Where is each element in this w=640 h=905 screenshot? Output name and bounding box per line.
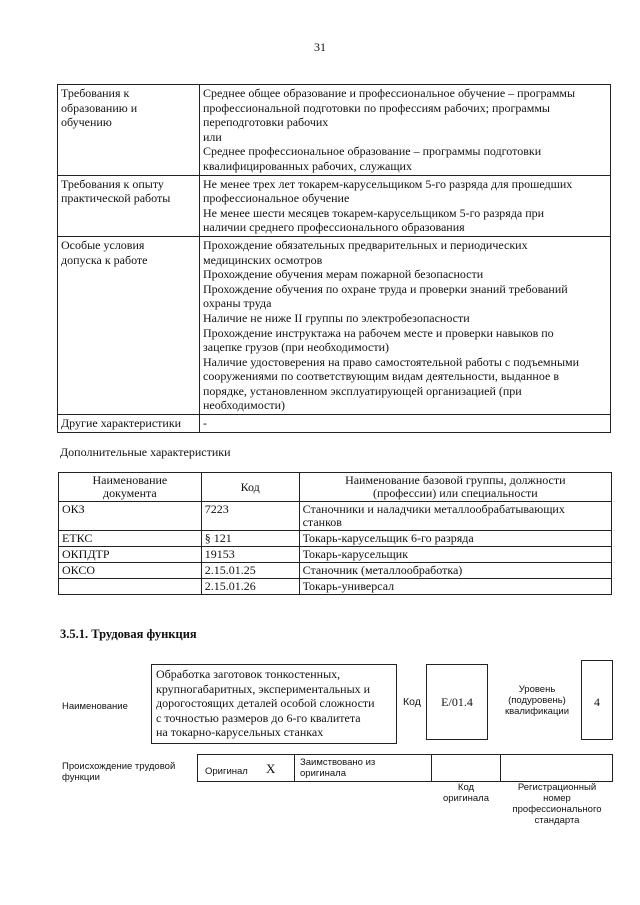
requirement-label bbox=[58, 175, 200, 236]
requirement-value-line: Прохождение инструктажа на рабочем месте и проверки навыков по bbox=[203, 325, 554, 340]
requirement-value-line: Не менее трех лет токарем-карусельщиком 5-го разряда для прошедших bbox=[203, 176, 573, 191]
requirement-label-line: образованию и bbox=[61, 100, 138, 115]
requirement-value bbox=[200, 85, 611, 176]
section-title: 3.5.1. Трудовая функция bbox=[60, 627, 197, 641]
requirement-value-line: Прохождение обязательных предварительных и периодических bbox=[203, 237, 528, 252]
requirement-label-line: Другие характеристики bbox=[61, 416, 182, 431]
table-row bbox=[59, 579, 612, 595]
document-cell: ОКПДТР bbox=[59, 547, 202, 563]
requirement-value-line: необходимости) bbox=[203, 398, 286, 413]
requirement-row bbox=[58, 85, 611, 176]
origin-divider bbox=[500, 754, 501, 781]
qualification-level-box bbox=[581, 660, 613, 740]
additional-characteristics-title: Дополнительные характеристики bbox=[60, 445, 231, 459]
code-box bbox=[426, 664, 488, 740]
requirement-value-line: охраны труда bbox=[203, 296, 272, 311]
document-cell bbox=[59, 579, 202, 595]
requirement-label bbox=[58, 85, 200, 176]
reg-number-line: стандарта bbox=[534, 815, 580, 826]
requirement-value-line: профессиональной подготовки по профессиям рабочих; программы bbox=[203, 100, 550, 115]
requirement-label-line: практической работы bbox=[61, 191, 171, 206]
code-cell: 7223 bbox=[201, 502, 299, 531]
name-cell-line: Станочники и наладчики металлообрабатывающих bbox=[302, 502, 565, 516]
name-cell-line: Токарь-универсал bbox=[302, 579, 395, 593]
requirement-value-line: порядке, установленном эксплуатирующей организацией (при bbox=[203, 383, 522, 398]
document-cell: ОКСО bbox=[59, 563, 202, 579]
requirement-value bbox=[200, 236, 611, 414]
header-name-line: Наименование базовой группы, должности bbox=[345, 473, 566, 487]
origin-divider bbox=[431, 754, 432, 781]
name-cell bbox=[299, 531, 611, 547]
requirement-value-line: или bbox=[203, 129, 222, 144]
borrowed-label-line: оригинала bbox=[300, 768, 347, 779]
code-cell: 2.15.01.26 bbox=[201, 579, 299, 595]
requirement-value-line: зацепке грузов (при необходимости) bbox=[203, 340, 390, 355]
header-doc-line: документа bbox=[103, 486, 157, 500]
name-cell-line: станков bbox=[302, 515, 342, 529]
header-name-line: (профессии) или специальности bbox=[372, 486, 538, 500]
requirement-value-line: профессиональное обучение bbox=[203, 191, 350, 206]
original-checkmark: X bbox=[266, 761, 276, 776]
reg-number-line: профессионального bbox=[512, 804, 602, 815]
table-header-row bbox=[59, 473, 612, 502]
requirement-row bbox=[58, 415, 611, 433]
table-row bbox=[59, 563, 612, 579]
requirement-label-line: Особые условия bbox=[61, 237, 145, 252]
requirements-table bbox=[57, 84, 611, 433]
code-value: E/01.4 bbox=[441, 695, 473, 709]
requirement-value-line: Наличие удостоверения на право самостоятельной работы с подъемными bbox=[203, 354, 580, 369]
function-name-line: с точностью размеров до 6-го квалитета bbox=[156, 710, 361, 725]
header-code: Код bbox=[201, 473, 299, 502]
borrowed-label-line: Заимствовано из bbox=[300, 757, 376, 768]
code-original-line: Код bbox=[457, 782, 475, 793]
requirement-label-line: допуска к работе bbox=[61, 252, 148, 267]
requirement-value-line: наличии среднего профессионального образования bbox=[203, 220, 465, 235]
name-cell-line: Станочник (металлообработка) bbox=[302, 563, 463, 577]
page-number: 31 bbox=[314, 40, 326, 54]
reg-number-line: номер bbox=[543, 793, 571, 804]
table-row bbox=[59, 531, 612, 547]
table-row bbox=[59, 502, 612, 531]
requirement-label-line: обучению bbox=[61, 115, 112, 130]
requirement-value-line: Прохождение обучения мерам пожарной безопасности bbox=[203, 267, 484, 282]
qualification-level-label bbox=[500, 684, 574, 717]
requirement-value-line: квалифицированных рабочих, служащих bbox=[203, 158, 412, 173]
header-doc-line: Наименование bbox=[92, 473, 168, 487]
requirement-row bbox=[58, 236, 611, 414]
level-label-line: (подуровень) bbox=[508, 695, 566, 706]
function-name-line: дорогостоящих деталей особой сложности bbox=[156, 696, 375, 710]
code-cell: 19153 bbox=[201, 547, 299, 563]
requirement-value-line: Среднее общее образование и профессиональное обучение – программы bbox=[203, 86, 576, 100]
code-label: Код bbox=[403, 696, 421, 708]
header-document bbox=[59, 473, 202, 502]
origin-divider bbox=[294, 754, 295, 781]
document-cell: ЕТКС bbox=[59, 531, 202, 547]
requirement-value-line: Прохождение обучения по охране труда и проверки знаний требований bbox=[203, 281, 568, 296]
requirement-value bbox=[200, 415, 611, 433]
reg-number-line: Регистрационный bbox=[517, 782, 597, 793]
requirement-value-line: сооружениями по соответствующим видам деятельности, выданное в bbox=[203, 369, 559, 384]
code-original-line: оригинала bbox=[442, 793, 489, 804]
level-label-line: квалификации bbox=[504, 706, 570, 717]
requirement-row bbox=[58, 175, 611, 236]
borrowed-label bbox=[300, 757, 375, 779]
origin-label-line: функции bbox=[62, 772, 100, 783]
requirement-value-line: Среднее профессиональное образование – программы подготовки bbox=[203, 144, 542, 159]
function-name-box bbox=[151, 664, 397, 744]
header-name bbox=[299, 473, 611, 502]
requirement-value-line: переподготовки рабочих bbox=[203, 115, 329, 130]
name-cell-line: Токарь-карусельщик 6-го разряда bbox=[302, 531, 474, 545]
origin-label-line: Происхождение трудовой bbox=[62, 761, 176, 772]
original-label: Оригинал bbox=[205, 766, 248, 777]
requirement-label bbox=[58, 236, 200, 414]
origin-label bbox=[62, 761, 175, 783]
origin-row bbox=[197, 754, 613, 782]
name-cell bbox=[299, 563, 611, 579]
requirement-value-line: - bbox=[203, 416, 207, 431]
additional-characteristics-table bbox=[58, 472, 612, 595]
code-original-label bbox=[432, 782, 500, 804]
name-cell bbox=[299, 547, 611, 563]
function-name-line: крупногабаритных, экспериментальных и bbox=[156, 681, 371, 696]
qualification-level-value: 4 bbox=[594, 695, 600, 709]
name-cell bbox=[299, 502, 611, 531]
name-cell bbox=[299, 579, 611, 595]
function-name-line: на токарно-карусельных станках bbox=[156, 725, 324, 739]
code-cell: § 121 bbox=[201, 531, 299, 547]
requirement-label-line: Требования к bbox=[61, 86, 130, 100]
requirement-value-line: Наличие не ниже II группы по электробезопасности bbox=[203, 310, 470, 325]
requirement-value bbox=[200, 175, 611, 236]
requirement-value-line: медицинских осмотров bbox=[203, 252, 323, 267]
name-label: Наименование bbox=[62, 701, 128, 712]
code-cell: 2.15.01.25 bbox=[201, 563, 299, 579]
table-row bbox=[59, 547, 612, 563]
level-label-line: Уровень bbox=[518, 684, 556, 695]
requirement-value-line: Не менее шести месяцев токарем-карусельщиком 5-го разряда при bbox=[203, 205, 545, 220]
name-cell-line: Токарь-карусельщик bbox=[302, 547, 409, 561]
function-name-line: Обработка заготовок тонкостенных, bbox=[156, 667, 341, 681]
document-cell: ОКЗ bbox=[59, 502, 202, 531]
requirement-label-line: Требования к опыту bbox=[61, 176, 164, 191]
registration-number-label bbox=[504, 782, 610, 826]
requirement-label bbox=[58, 415, 200, 433]
